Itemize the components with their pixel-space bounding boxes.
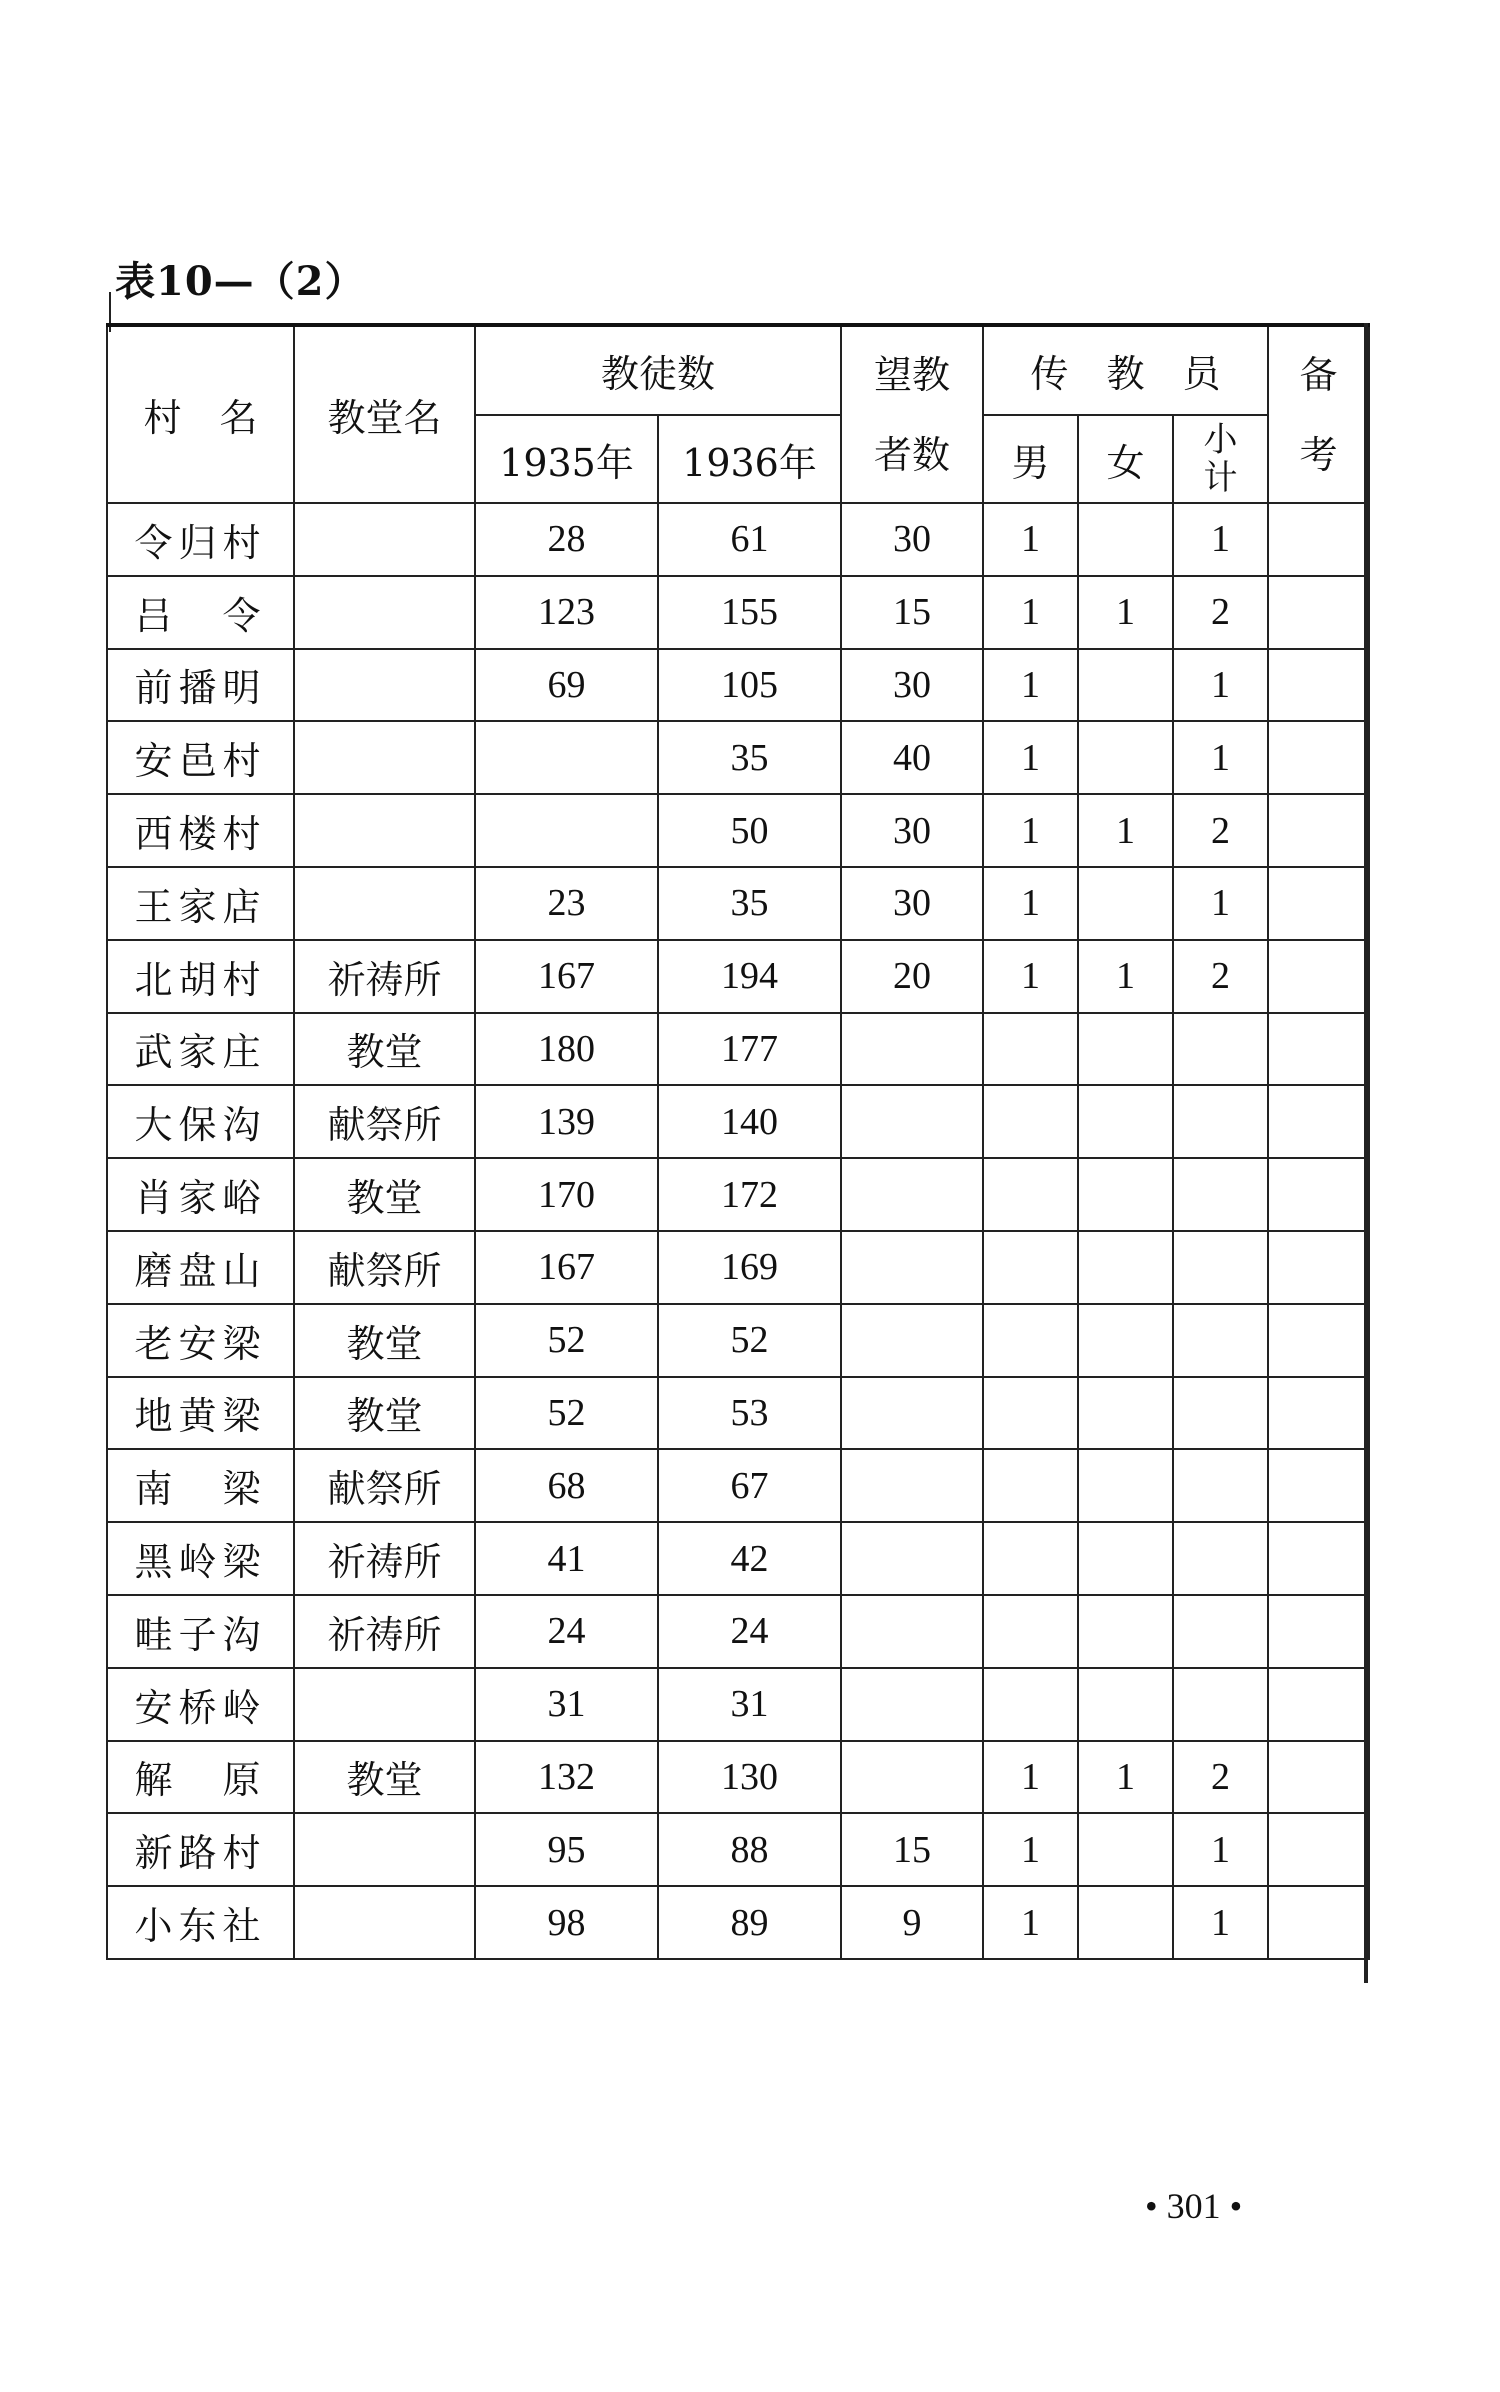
cell-y1935: 23 xyxy=(475,867,658,940)
header-remarks xyxy=(1268,325,1369,503)
cell-male xyxy=(983,1668,1078,1741)
table-row xyxy=(107,1741,1369,1814)
cell-y1936: 50 xyxy=(658,794,841,867)
cell-remarks xyxy=(1268,576,1369,649)
cell-female xyxy=(1078,1013,1173,1086)
cell-remarks xyxy=(1268,1668,1369,1741)
cell-female xyxy=(1078,503,1173,576)
cell-male: 1 xyxy=(983,867,1078,940)
cell-village: 安邑村 xyxy=(107,721,294,794)
cell-female xyxy=(1078,1449,1173,1522)
cell-female xyxy=(1078,1668,1173,1741)
cell-subtotal: 2 xyxy=(1173,576,1268,649)
table-row xyxy=(107,794,1369,867)
cell-y1936: 24 xyxy=(658,1595,841,1668)
cell-church xyxy=(294,794,475,867)
cell-remarks xyxy=(1268,1158,1369,1231)
cell-seekers: 30 xyxy=(841,503,983,576)
cell-seekers xyxy=(841,1449,983,1522)
cell-remarks xyxy=(1268,1377,1369,1450)
cell-y1936: 35 xyxy=(658,867,841,940)
table-row xyxy=(107,1013,1369,1086)
cell-y1936: 42 xyxy=(658,1522,841,1595)
cell-remarks xyxy=(1268,794,1369,867)
cell-y1936: 89 xyxy=(658,1886,841,1959)
header-subtotal xyxy=(1173,415,1268,503)
cell-seekers: 30 xyxy=(841,649,983,722)
cell-seekers xyxy=(841,1085,983,1158)
cell-male xyxy=(983,1158,1078,1231)
cell-church: 祈祷所 xyxy=(294,1595,475,1668)
cell-remarks xyxy=(1268,1741,1369,1814)
cell-y1936: 172 xyxy=(658,1158,841,1231)
cell-y1935: 28 xyxy=(475,503,658,576)
cell-village: 磨盘山 xyxy=(107,1231,294,1304)
cell-male: 1 xyxy=(983,1741,1078,1814)
cell-y1936: 169 xyxy=(658,1231,841,1304)
table-row xyxy=(107,1668,1369,1741)
cell-subtotal: 2 xyxy=(1173,940,1268,1013)
cell-remarks xyxy=(1268,1595,1369,1668)
cell-male: 1 xyxy=(983,1886,1078,1959)
cell-subtotal xyxy=(1173,1304,1268,1377)
cell-subtotal: 2 xyxy=(1173,1741,1268,1814)
cell-remarks xyxy=(1268,1085,1369,1158)
header-seekers-text: 望教者数 xyxy=(874,352,951,477)
cell-subtotal xyxy=(1173,1158,1268,1231)
page-number: • 301 • xyxy=(1145,2186,1243,2226)
table-row xyxy=(107,1595,1369,1668)
cell-village: 西楼村 xyxy=(107,794,294,867)
cell-village: 前播明 xyxy=(107,649,294,722)
table-row xyxy=(107,1449,1369,1522)
cell-remarks xyxy=(1268,867,1369,940)
cell-subtotal: 1 xyxy=(1173,503,1268,576)
cell-subtotal xyxy=(1173,1522,1268,1595)
cell-y1935: 52 xyxy=(475,1377,658,1450)
cell-female xyxy=(1078,1158,1173,1231)
cell-y1936: 53 xyxy=(658,1377,841,1450)
cell-remarks xyxy=(1268,1013,1369,1086)
cell-church: 教堂 xyxy=(294,1013,475,1086)
cell-subtotal: 2 xyxy=(1173,794,1268,867)
cell-church: 教堂 xyxy=(294,1377,475,1450)
cell-village: 安桥岭 xyxy=(107,1668,294,1741)
cell-church xyxy=(294,1813,475,1886)
cell-village: 新路村 xyxy=(107,1813,294,1886)
cell-seekers: 15 xyxy=(841,1813,983,1886)
cell-subtotal: 1 xyxy=(1173,1886,1268,1959)
cell-y1935 xyxy=(475,721,658,794)
cell-remarks xyxy=(1268,1522,1369,1595)
cell-village: 黑岭梁 xyxy=(107,1522,294,1595)
cell-seekers: 15 xyxy=(841,576,983,649)
cell-y1935: 180 xyxy=(475,1013,658,1086)
header-church: 教堂名 xyxy=(294,325,475,503)
cell-y1935: 123 xyxy=(475,576,658,649)
caption-text: 表10—（2） xyxy=(115,258,366,305)
cell-male xyxy=(983,1522,1078,1595)
cell-village: 武家庄 xyxy=(107,1013,294,1086)
cell-village: 吕 令 xyxy=(107,576,294,649)
cell-y1936: 35 xyxy=(658,721,841,794)
cell-seekers: 20 xyxy=(841,940,983,1013)
cell-subtotal xyxy=(1173,1668,1268,1741)
cell-y1936: 130 xyxy=(658,1741,841,1814)
cell-subtotal xyxy=(1173,1085,1268,1158)
cell-seekers xyxy=(841,1668,983,1741)
cell-y1935: 139 xyxy=(475,1085,658,1158)
cell-male xyxy=(983,1449,1078,1522)
cell-y1936: 52 xyxy=(658,1304,841,1377)
cell-seekers: 30 xyxy=(841,794,983,867)
table-row xyxy=(107,1886,1369,1959)
cell-y1935: 68 xyxy=(475,1449,658,1522)
cell-male: 1 xyxy=(983,503,1078,576)
cell-y1935: 98 xyxy=(475,1886,658,1959)
cell-remarks xyxy=(1268,1231,1369,1304)
cell-remarks xyxy=(1268,1449,1369,1522)
cell-church xyxy=(294,649,475,722)
table-row xyxy=(107,1158,1369,1231)
cell-female: 1 xyxy=(1078,1741,1173,1814)
cell-church xyxy=(294,721,475,794)
cell-y1935: 31 xyxy=(475,1668,658,1741)
cell-subtotal: 1 xyxy=(1173,721,1268,794)
header-remarks-text: 备考 xyxy=(1299,352,1338,477)
cell-church: 教堂 xyxy=(294,1158,475,1231)
cell-subtotal: 1 xyxy=(1173,1813,1268,1886)
cell-seekers xyxy=(841,1231,983,1304)
cell-seekers xyxy=(841,1741,983,1814)
table-row xyxy=(107,1085,1369,1158)
cell-remarks xyxy=(1268,649,1369,722)
cell-male: 1 xyxy=(983,721,1078,794)
cell-male: 1 xyxy=(983,649,1078,722)
cell-church xyxy=(294,503,475,576)
cell-church xyxy=(294,867,475,940)
cell-y1935: 52 xyxy=(475,1304,658,1377)
cell-remarks xyxy=(1268,1886,1369,1959)
table-body xyxy=(107,503,1369,1959)
cell-subtotal: 1 xyxy=(1173,649,1268,722)
header-subtotal-text: 小计 xyxy=(1203,420,1238,498)
cell-village: 南 梁 xyxy=(107,1449,294,1522)
table-row xyxy=(107,1304,1369,1377)
cell-male: 1 xyxy=(983,576,1078,649)
cell-y1936: 194 xyxy=(658,940,841,1013)
cell-subtotal xyxy=(1173,1449,1268,1522)
cell-church xyxy=(294,1668,475,1741)
table-row xyxy=(107,1231,1369,1304)
cell-subtotal: 1 xyxy=(1173,867,1268,940)
table-row xyxy=(107,649,1369,722)
cell-church: 献祭所 xyxy=(294,1085,475,1158)
cell-y1936: 177 xyxy=(658,1013,841,1086)
cell-seekers: 40 xyxy=(841,721,983,794)
cell-church: 献祭所 xyxy=(294,1231,475,1304)
table-row xyxy=(107,1522,1369,1595)
cell-female: 1 xyxy=(1078,794,1173,867)
cell-church xyxy=(294,576,475,649)
cell-subtotal xyxy=(1173,1231,1268,1304)
header-1935: 1935年 xyxy=(475,415,658,503)
cell-village: 肖家峪 xyxy=(107,1158,294,1231)
cell-subtotal xyxy=(1173,1377,1268,1450)
cell-remarks xyxy=(1268,1304,1369,1377)
table-row xyxy=(107,940,1369,1013)
cell-village: 令归村 xyxy=(107,503,294,576)
cell-church: 教堂 xyxy=(294,1304,475,1377)
table-row xyxy=(107,867,1369,940)
table-row xyxy=(107,721,1369,794)
header-seekers xyxy=(841,325,983,503)
cell-female xyxy=(1078,1377,1173,1450)
cell-seekers: 30 xyxy=(841,867,983,940)
header-village: 村 名 xyxy=(107,325,294,503)
header-preachers: 传 教 员 xyxy=(983,325,1268,415)
cell-y1936: 155 xyxy=(658,576,841,649)
table-row xyxy=(107,1377,1369,1450)
cell-seekers xyxy=(841,1158,983,1231)
cell-seekers xyxy=(841,1377,983,1450)
table-caption xyxy=(115,250,366,307)
cell-male xyxy=(983,1231,1078,1304)
cell-female xyxy=(1078,867,1173,940)
cell-female xyxy=(1078,1085,1173,1158)
table-right-border xyxy=(1364,323,1368,1983)
cell-seekers xyxy=(841,1304,983,1377)
cell-y1935: 167 xyxy=(475,1231,658,1304)
cell-seekers xyxy=(841,1013,983,1086)
cell-church: 祈祷所 xyxy=(294,940,475,1013)
cell-village: 畦子沟 xyxy=(107,1595,294,1668)
cell-seekers: 9 xyxy=(841,1886,983,1959)
cell-village: 王家店 xyxy=(107,867,294,940)
cell-y1935: 24 xyxy=(475,1595,658,1668)
statistics-table xyxy=(106,323,1370,1960)
header-believers: 教徒数 xyxy=(475,325,841,415)
table-row xyxy=(107,576,1369,649)
cell-female xyxy=(1078,1522,1173,1595)
cell-village: 解 原 xyxy=(107,1741,294,1814)
cell-female xyxy=(1078,649,1173,722)
cell-male: 1 xyxy=(983,794,1078,867)
cell-church: 献祭所 xyxy=(294,1449,475,1522)
cell-village: 老安梁 xyxy=(107,1304,294,1377)
cell-female: 1 xyxy=(1078,576,1173,649)
cell-female xyxy=(1078,1813,1173,1886)
cell-y1935 xyxy=(475,794,658,867)
cell-seekers xyxy=(841,1595,983,1668)
cell-remarks xyxy=(1268,503,1369,576)
cell-female xyxy=(1078,1304,1173,1377)
cell-village: 北胡村 xyxy=(107,940,294,1013)
cell-male xyxy=(983,1085,1078,1158)
cell-y1935: 167 xyxy=(475,940,658,1013)
cell-church: 教堂 xyxy=(294,1741,475,1814)
cell-female: 1 xyxy=(1078,940,1173,1013)
cell-village: 大保沟 xyxy=(107,1085,294,1158)
cell-y1936: 31 xyxy=(658,1668,841,1741)
cell-male xyxy=(983,1304,1078,1377)
cell-subtotal xyxy=(1173,1595,1268,1668)
cell-y1936: 61 xyxy=(658,503,841,576)
cell-female xyxy=(1078,721,1173,794)
header-female: 女 xyxy=(1078,415,1173,503)
cell-y1935: 95 xyxy=(475,1813,658,1886)
cell-church xyxy=(294,1886,475,1959)
cell-remarks xyxy=(1268,940,1369,1013)
cell-female xyxy=(1078,1886,1173,1959)
cell-female xyxy=(1078,1595,1173,1668)
cell-village: 小东社 xyxy=(107,1886,294,1959)
cell-subtotal xyxy=(1173,1013,1268,1086)
cell-village: 地黄梁 xyxy=(107,1377,294,1450)
cell-female xyxy=(1078,1231,1173,1304)
cell-male: 1 xyxy=(983,940,1078,1013)
cell-y1935: 69 xyxy=(475,649,658,722)
cell-remarks xyxy=(1268,1813,1369,1886)
cell-y1936: 140 xyxy=(658,1085,841,1158)
cell-y1936: 105 xyxy=(658,649,841,722)
cell-y1935: 132 xyxy=(475,1741,658,1814)
cell-male: 1 xyxy=(983,1813,1078,1886)
cell-seekers xyxy=(841,1522,983,1595)
cell-male xyxy=(983,1013,1078,1086)
cell-y1935: 41 xyxy=(475,1522,658,1595)
cell-y1935: 170 xyxy=(475,1158,658,1231)
cell-remarks xyxy=(1268,721,1369,794)
header-male: 男 xyxy=(983,415,1078,503)
cell-y1936: 67 xyxy=(658,1449,841,1522)
header-1936: 1936年 xyxy=(658,415,841,503)
cell-male xyxy=(983,1377,1078,1450)
cell-church: 祈祷所 xyxy=(294,1522,475,1595)
table-row xyxy=(107,1813,1369,1886)
cell-y1936: 88 xyxy=(658,1813,841,1886)
table-row xyxy=(107,503,1369,576)
cell-male xyxy=(983,1595,1078,1668)
